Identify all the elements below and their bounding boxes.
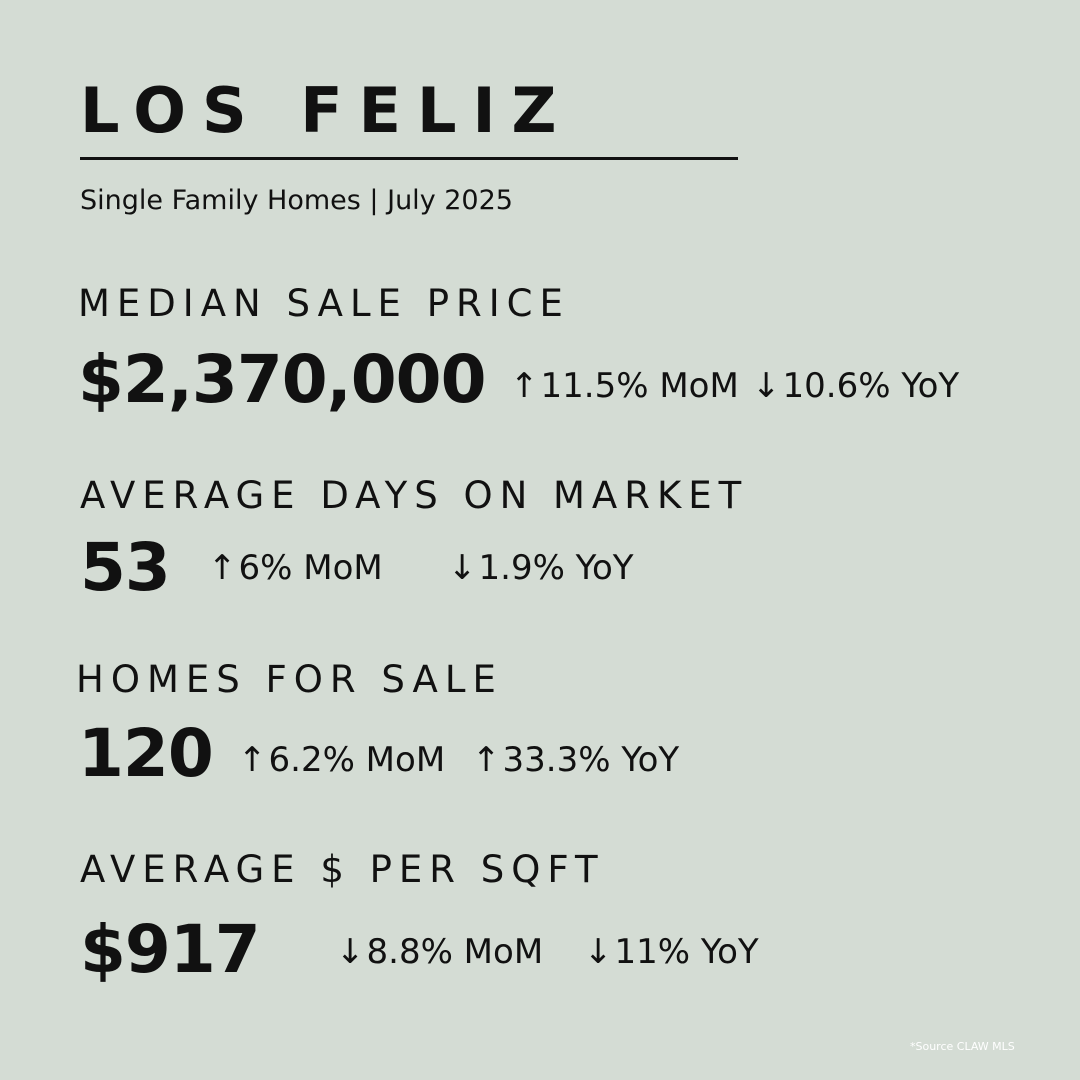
metric-label: AVERAGE $ PER SQFT	[80, 848, 605, 891]
arrow-down-icon: ↓	[448, 548, 477, 588]
mom-text: 6.2% MoM	[268, 740, 446, 780]
mom-text: 8.8% MoM	[366, 932, 544, 972]
page-title: LOS FELIZ	[80, 74, 573, 147]
arrow-up-icon: ↑	[238, 740, 267, 780]
title-divider	[80, 157, 738, 160]
arrow-down-icon: ↓	[336, 932, 365, 972]
metric-value: 53	[80, 529, 170, 606]
mom-change	[208, 548, 383, 588]
arrow-up-icon: ↑	[208, 548, 237, 588]
metric-label: MEDIAN SALE PRICE	[78, 282, 570, 325]
yoy-text: 1.9% YoY	[478, 548, 634, 588]
metric-value: $917	[80, 911, 260, 988]
metric-label: AVERAGE DAYS ON MARKET	[80, 474, 749, 517]
arrow-down-icon: ↓	[584, 932, 613, 972]
metric-value: $2,370,000	[78, 341, 486, 418]
yoy-text: 33.3% YoY	[502, 740, 680, 780]
mom-text: 6% MoM	[238, 548, 383, 588]
mom-text: 11.5% MoM	[540, 366, 739, 406]
metric-value: 120	[78, 715, 213, 792]
mom-change	[238, 740, 445, 780]
arrow-up-icon: ↑	[510, 366, 539, 406]
arrow-up-icon: ↑	[472, 740, 501, 780]
metric-label: HOMES FOR SALE	[76, 658, 503, 701]
yoy-change	[752, 366, 959, 406]
yoy-text: 10.6% YoY	[782, 366, 960, 406]
mom-change	[510, 366, 739, 406]
arrow-down-icon: ↓	[752, 366, 781, 406]
yoy-change	[448, 548, 634, 588]
yoy-change	[472, 740, 679, 780]
subtitle: Single Family Homes | July 2025	[80, 185, 513, 216]
source-note: *Source CLAW MLS	[910, 1040, 1015, 1053]
yoy-change	[584, 932, 759, 972]
yoy-text: 11% YoY	[614, 932, 759, 972]
mom-change	[336, 932, 543, 972]
